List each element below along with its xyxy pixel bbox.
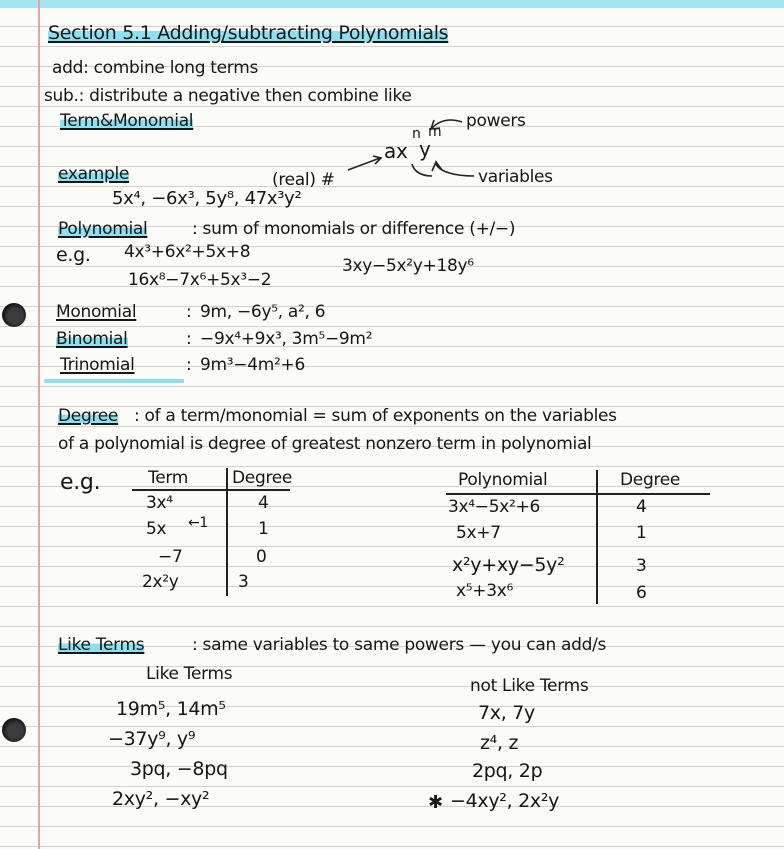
table-row-term: 3x⁴ bbox=[146, 493, 173, 513]
table-row-poly: x²y+xy−5y² bbox=[452, 554, 565, 576]
term-table-divider bbox=[226, 468, 228, 596]
table-row-poly: 5x+7 bbox=[456, 523, 501, 543]
exponent-m: m bbox=[428, 124, 442, 140]
polynomial-heading: Polynomial bbox=[58, 219, 148, 239]
polynomial-example-3: 3xy−5x²y+18y⁶ bbox=[342, 256, 474, 276]
like-terms-heading: Like Terms bbox=[58, 635, 145, 655]
real-number-label: (real) # bbox=[272, 170, 335, 190]
list-item: z⁴, z bbox=[480, 732, 519, 754]
page-title: Section 5.1 Adding/subtracting Polynomials bbox=[48, 22, 449, 44]
monomial-sep: : bbox=[186, 302, 192, 322]
binomial-values: −9x⁴+9x³, 3m⁵−9m² bbox=[200, 329, 373, 349]
star-icon: ✱ bbox=[428, 792, 443, 813]
degree-eg-label: e.g. bbox=[60, 470, 101, 495]
table-row-degree: 4 bbox=[258, 493, 269, 513]
list-item: 3pq, −8pq bbox=[130, 758, 228, 780]
term-header: Term bbox=[148, 468, 189, 488]
powers-label: powers bbox=[466, 111, 526, 131]
table-row-degree: 4 bbox=[636, 497, 647, 517]
list-item: −4xy², 2x²y bbox=[450, 790, 560, 812]
table-row-poly: x⁵+3x⁶ bbox=[456, 581, 514, 601]
list-item: 2pq, 2p bbox=[472, 760, 543, 782]
monomial-label: Monomial bbox=[56, 302, 137, 322]
poly-table-divider bbox=[596, 470, 598, 604]
diagram-expression-y: y bbox=[419, 137, 431, 161]
table-row-term: 2x²y bbox=[142, 572, 179, 592]
example-label: example bbox=[58, 164, 130, 184]
term-table-header-rule bbox=[132, 489, 290, 491]
table-row-degree: 6 bbox=[636, 583, 647, 603]
list-item: 19m⁵, 14m⁵ bbox=[116, 698, 226, 720]
like-terms-definition: : same variables to same powers — you can add/s bbox=[192, 635, 607, 655]
binomial-sep: : bbox=[186, 329, 192, 349]
exponent-n: n bbox=[412, 126, 421, 142]
table-row-term: 5x bbox=[146, 519, 167, 539]
like-terms-label: Like Terms bbox=[146, 664, 233, 684]
trinomial-label: Trinomial bbox=[60, 355, 135, 375]
binomial-label: Binomial bbox=[56, 329, 128, 349]
monomial-examples: 5x⁴, −6x³, 5y⁸, 47x³y² bbox=[112, 188, 302, 209]
polynomial-definition: : sum of monomials or difference (+/−) bbox=[192, 219, 516, 239]
kinds-highlight-bar bbox=[44, 379, 184, 383]
table-row-poly: 3x⁴−5x²+6 bbox=[448, 497, 540, 517]
polynomial-eg-label: e.g. bbox=[56, 244, 91, 266]
monomial-values: 9m, −6y⁵, a², 6 bbox=[200, 302, 326, 322]
degree-definition-1: : of a term/monomial = sum of exponents on the variables bbox=[134, 406, 617, 426]
trinomial-sep: : bbox=[186, 355, 192, 375]
trinomial-values: 9m³−4m²+6 bbox=[200, 355, 305, 375]
polynomial-example-1: 4x³+6x²+5x+8 bbox=[124, 242, 251, 262]
list-item: −37y⁹, y⁹ bbox=[108, 728, 196, 750]
degree-definition-2: of a polynomial is degree of greatest nonzero term in polynomial bbox=[58, 434, 592, 454]
table-row-degree: 0 bbox=[256, 547, 267, 567]
table-row-degree: 1 bbox=[636, 523, 647, 543]
poly-degree-header: Degree bbox=[620, 470, 681, 490]
list-item: 7x, 7y bbox=[478, 702, 535, 724]
table-row-degree: 1 bbox=[258, 519, 269, 539]
not-like-terms-label: not Like Terms bbox=[470, 676, 589, 696]
add-rule: add: combine long terms bbox=[52, 58, 259, 78]
term-monomial-heading: Term&Monomial bbox=[60, 111, 194, 131]
poly-table-header-rule bbox=[446, 493, 710, 495]
degree-heading: Degree bbox=[58, 406, 119, 426]
table-row-term: −7 bbox=[158, 547, 183, 567]
table-row-note: ←1 bbox=[188, 515, 209, 531]
polynomial-example-2: 16x⁸−7x⁶+5x³−2 bbox=[128, 270, 272, 290]
table-row-degree: 3 bbox=[238, 572, 249, 592]
term-degree-header: Degree bbox=[232, 468, 293, 488]
diagram-expression: ax bbox=[384, 139, 408, 163]
sub-rule: sub.: distribute a negative then combine like bbox=[44, 86, 412, 106]
table-row-degree: 3 bbox=[636, 556, 647, 576]
variables-label: variables bbox=[478, 167, 553, 187]
list-item: 2xy², −xy² bbox=[112, 788, 210, 810]
poly-header: Polynomial bbox=[458, 470, 548, 490]
